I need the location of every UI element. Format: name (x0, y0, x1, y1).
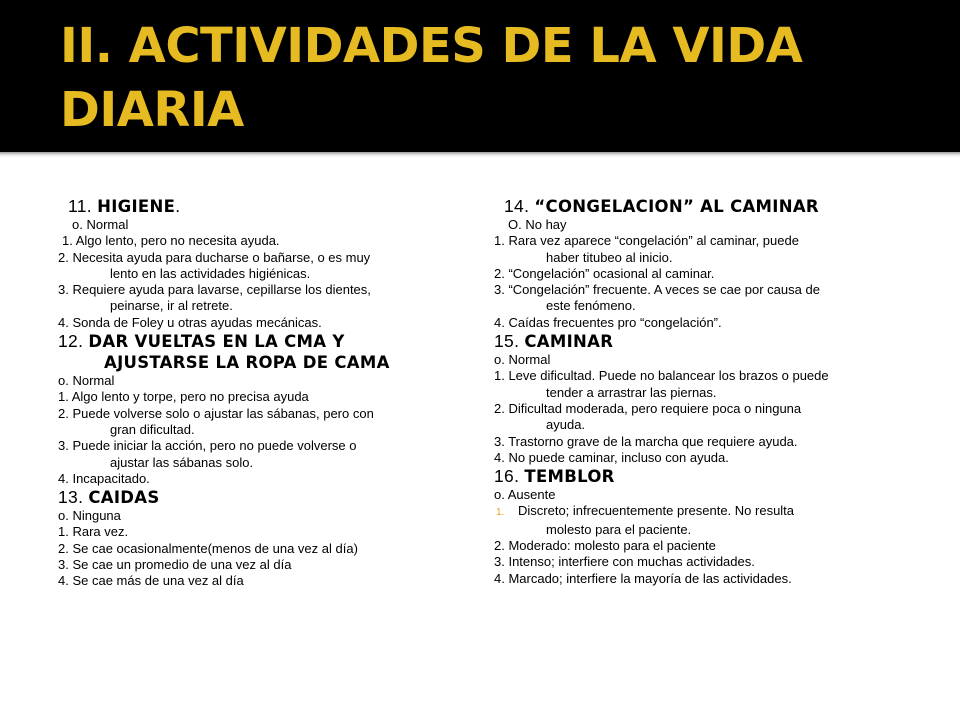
section-heading-dar-vueltas-line2: AJUSTARSE LA ROPA DE CAMA (104, 353, 390, 373)
section-heading-temblor: 16. TEMBLOR (494, 466, 615, 487)
list-item: 4. Caídas frecuentes pro “congelación”. (494, 314, 722, 330)
list-item: ayuda. (546, 417, 586, 433)
list-item: 2. Necesita ayuda para ducharse o bañarse, o es muy (58, 249, 371, 265)
list-item: 2. Se cae ocasionalmente(menos de una vez al día) (58, 540, 358, 556)
title-divider (0, 152, 960, 158)
list-item: 3. “Congelación” frecuente. A veces se cae por causa de (494, 282, 820, 298)
section-heading-higiene: 11. HIGIENE. (68, 196, 181, 216)
list-item: 1. Discreto; infrecuentemente presente. No resulta (494, 503, 914, 521)
list-item: 4. Sonda de Foley u otras ayudas mecánicas. (58, 314, 322, 330)
list-item: 3. Se cae un promedio de una vez al día (58, 557, 292, 573)
list-item: O. No hay (508, 217, 567, 232)
title-bar (0, 0, 960, 152)
list-item: 2. “Congelación” ocasional al caminar. (494, 265, 715, 281)
list-item: 3. Requiere ayuda para lavarse, cepillarse los dientes, (58, 282, 371, 298)
list-number: 1. (496, 507, 505, 519)
list-item: 1. Rara vez aparece “congelación” al caminar, puede (494, 233, 799, 249)
list-item: peinarse, ir al retrete. (110, 298, 233, 314)
list-item: 2. Dificultad moderada, pero requiere poca o ninguna (494, 400, 802, 416)
list-item: 2. Puede volverse solo o ajustar las sábanas, pero con (58, 405, 374, 421)
list-item: 3. Intenso; interfiere con muchas actividades. (494, 554, 755, 570)
list-item: gran dificultad. (110, 421, 195, 437)
list-item: 3. Trastorno grave de la marcha que requiere ayuda. (494, 433, 798, 449)
section-heading-caidas: 13. CAIDAS (58, 487, 160, 508)
list-item: 4. No puede caminar, incluso con ayuda. (494, 449, 729, 465)
list-item: o. Ausente (494, 487, 556, 503)
list-item: 4. Incapacitado. (58, 470, 150, 486)
list-item: 1. Rara vez. (58, 524, 129, 540)
list-item: 4. Se cae más de una vez al día (58, 573, 244, 589)
slide-title: II. ACTIVIDADES DE LA VIDA DIARIA (60, 18, 803, 138)
section-heading-congelacion: 14. “CONGELACION” AL CAMINAR (504, 196, 819, 216)
list-item: tender a arrastrar las piernas. (546, 384, 717, 400)
list-item: o. Normal (494, 352, 551, 368)
list-item: ajustar las sábanas solo. (110, 454, 254, 470)
list-item: lento en las actividades higiénicas. (110, 265, 311, 281)
left-column (58, 196, 468, 590)
section-heading-dar-vueltas: 12. DAR VUELTAS EN LA CMA Y (58, 331, 345, 352)
list-item: haber titubeo al inicio. (546, 249, 673, 265)
list-item: 1. Algo lento, pero no necesita ayuda. (62, 233, 280, 249)
list-item: 1. Leve dificultad. Puede no balancear los brazos o puede (494, 368, 829, 384)
list-item: 1. Algo lento y torpe, pero no precisa ayuda (58, 389, 309, 405)
section-heading-caminar: 15. CAMINAR (494, 331, 614, 352)
list-item: o. Ninguna (58, 508, 121, 524)
list-item: este fenómeno. (546, 298, 636, 314)
list-item: 2. Moderado: molesto para el paciente (494, 538, 716, 554)
list-item: molesto para el paciente. (546, 521, 692, 537)
list-item: 4. Marcado; interfiere la mayoría de las actividades. (494, 570, 792, 586)
list-item: 3. Puede iniciar la acción, pero no puede volverse o (58, 438, 357, 454)
list-item: o. Normal (58, 373, 115, 389)
right-column (494, 196, 914, 587)
list-item: o. Normal (72, 217, 129, 232)
